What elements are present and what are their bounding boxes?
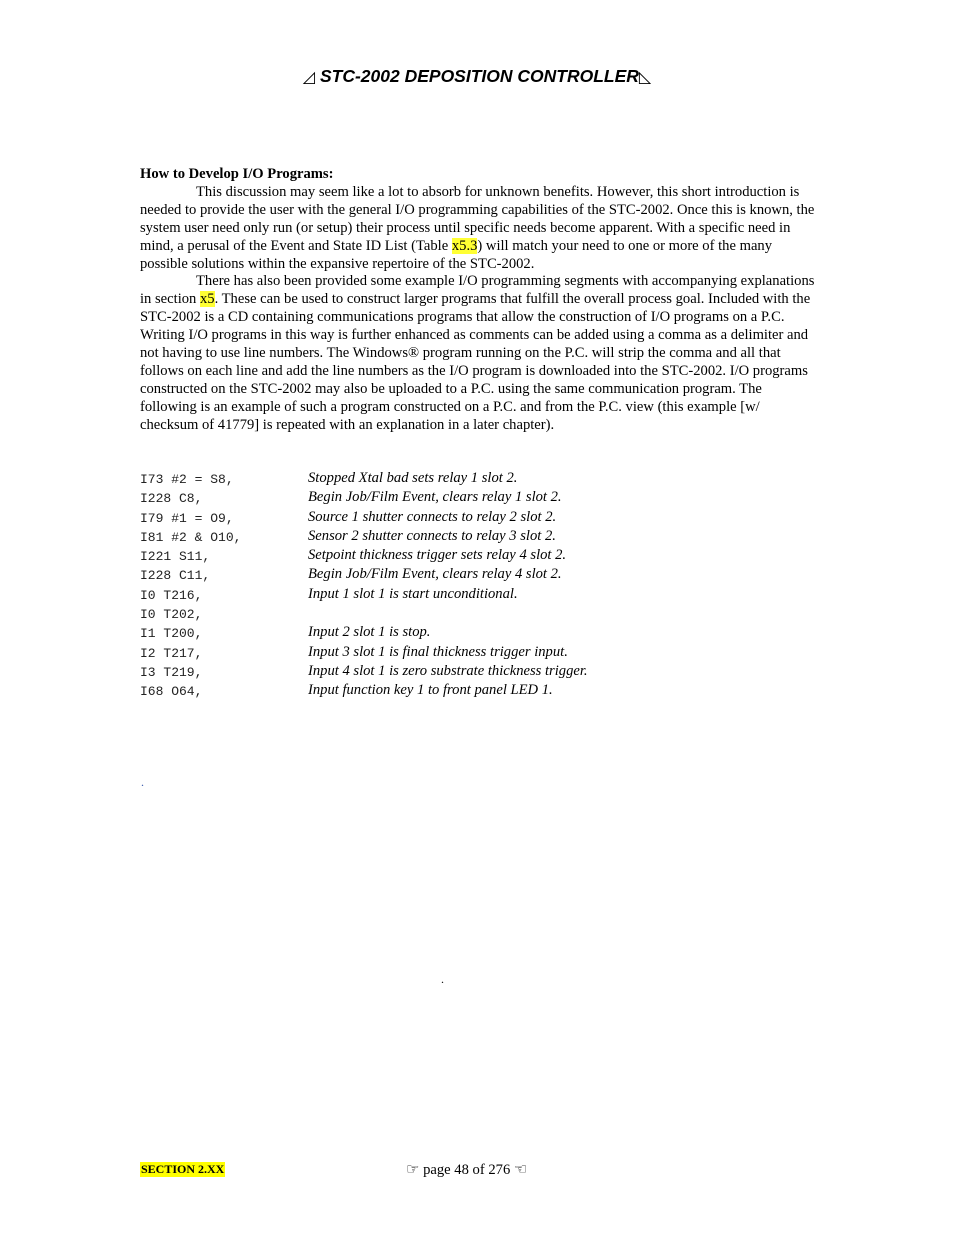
program-code: I0 T202, [140, 607, 203, 623]
program-line [140, 509, 840, 528]
program-code: I228 C8, [140, 491, 203, 507]
stray-mark: . [441, 972, 444, 986]
program-line [140, 547, 840, 566]
program-line [140, 528, 840, 547]
paragraph-2: There has also been provided some example I/O programming segments with accompanying explanations in section x5. These can be used to construct larger programs that fulfill the overall process goal. Included with the STC-2002 is a CD containing communications programs that allow the construction of I/O programs on a P.C. Writing I/O programs in this way is further enhanced as comments can be added using a comma as a delimiter and not having to use line numbers. The Windows® program running on the P.C. will strip the comma and all that follows on each line and add the line numbers as the I/O program is downloaded into the STC-2002. I/O programs constructed on the STC-2002 may also be uploaded to a P.C. using the same communication program. The following is an example of such a program constructed on a P.C. and from the P.C. view (this example [w/ checksum of 41779] is repeated with an explanation in a later chapter). [140, 273, 815, 433]
program-code: I0 T216, [140, 587, 203, 603]
program-code: I79 #1 = O9, [140, 510, 234, 526]
program-line [140, 624, 840, 643]
program-line [140, 566, 840, 585]
program-comment: Source 1 shutter connects to relay 2 slot 2. [308, 508, 557, 525]
program-code: I2 T217, [140, 645, 203, 661]
stray-mark: . [141, 775, 144, 789]
program-code: I3 T219, [140, 664, 203, 680]
program-comment: Input 1 slot 1 is start unconditional. [308, 585, 518, 602]
pointing-left-icon: ☜ [513, 1162, 528, 1178]
program-comment: Input 3 slot 1 is final thickness trigger input. [308, 643, 568, 660]
program-comment: Begin Job/Film Event, clears relay 4 slot 2. [308, 566, 562, 583]
page-header [0, 66, 954, 87]
program-line [140, 682, 840, 701]
program-comment: Sensor 2 shutter connects to relay 3 slot 2. [308, 527, 556, 544]
page-number: page 48 of 276 [423, 1162, 511, 1178]
program-code: I221 S11, [140, 549, 211, 565]
program-comment: Input 4 slot 1 is zero substrate thickness trigger. [308, 662, 588, 679]
program-line [140, 470, 840, 489]
program-comment: Stopped Xtal bad sets relay 1 slot 2. [308, 470, 518, 486]
page-indicator [406, 1160, 527, 1179]
right-decoration-icon: ◺ [638, 69, 652, 86]
program-line [140, 663, 840, 682]
io-program-listing [140, 470, 840, 702]
section-reference-link[interactable]: x5 [200, 291, 215, 308]
table-reference-link[interactable]: x5.3 [451, 237, 478, 254]
program-comment: Begin Job/Film Event, clears relay 1 slot 2. [308, 489, 562, 506]
section-heading: How to Develop I/O Programs: [140, 166, 334, 182]
left-decoration-icon: ◿ [302, 69, 316, 86]
program-line [140, 605, 840, 624]
intro-section [140, 166, 820, 435]
pointing-right-icon: ☞ [406, 1162, 420, 1178]
program-comment: Input 2 slot 1 is stop. [308, 624, 431, 641]
program-line [140, 489, 840, 508]
program-line [140, 644, 840, 663]
program-code: I1 T200, [140, 626, 203, 642]
program-code: I68 O64, [140, 684, 203, 700]
program-code: I81 #2 & O10, [140, 529, 242, 545]
program-comment: Setpoint thickness trigger sets relay 4 slot 2. [308, 547, 567, 564]
program-code: I73 #2 = S8, [140, 472, 234, 487]
document-title: STC-2002 DEPOSITION CONTROLLER [319, 66, 639, 86]
program-comment: Input function key 1 to front panel LED 1. [308, 682, 553, 699]
program-code: I228 C11, [140, 568, 211, 584]
paragraph-1: This discussion may seem like a lot to absorb for unknown benefits. However, this short introduction is needed to provide the user with the general I/O programming capabilities of the STC-2002. Once this is known, the system user need only run (or setup) their process until specific needs become apparent. With a specific need in mind, a perusal of the Event and State ID List (Table x5.3) will match your need to one or more of the many possible solutions within the expansive repertoire of the STC-2002. [140, 183, 815, 272]
program-line [140, 586, 840, 605]
section-label: SECTION 2.XX [141, 1162, 225, 1176]
